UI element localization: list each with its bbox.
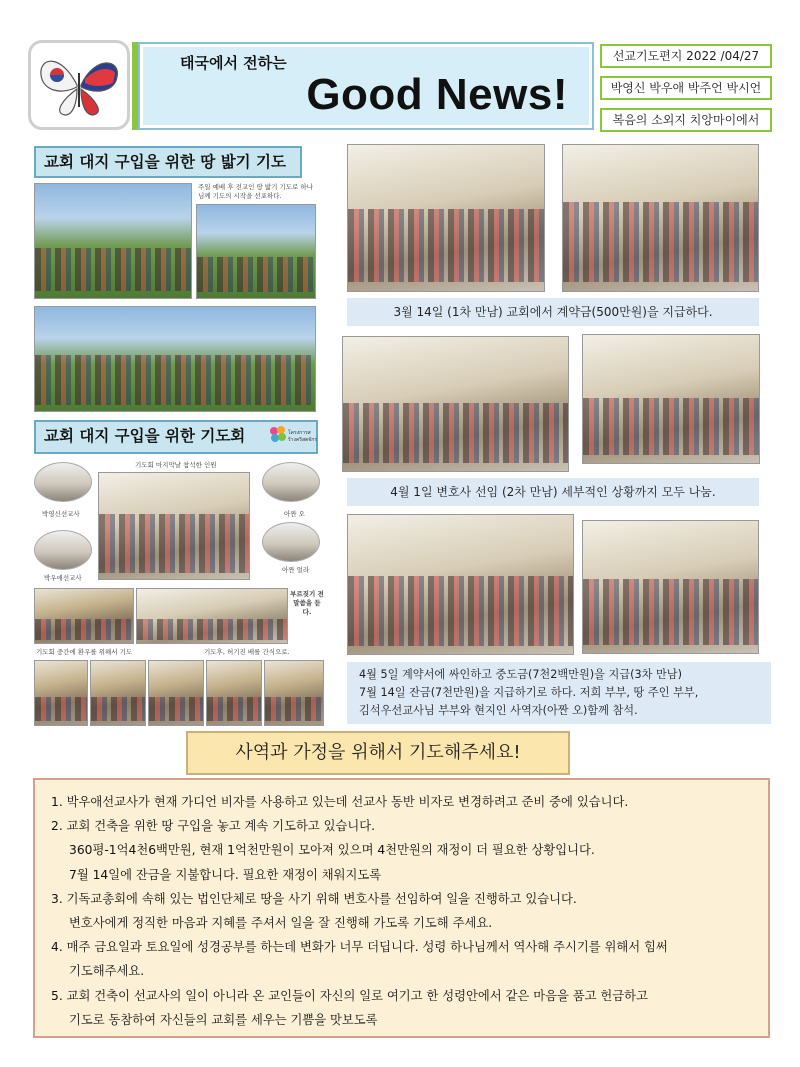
photo-prayer-group bbox=[98, 472, 250, 580]
prayer-item-2: 2. 교회 건축을 위한 땅 구입을 놓고 계속 기도하고 있습니다. bbox=[51, 819, 376, 834]
missionary-names: 박영신 박우애 박주언 박시언 bbox=[600, 76, 772, 100]
label-left-bottom: 박우애선교사 bbox=[44, 574, 82, 582]
prayer-item-3-detail: 변호사에게 정직한 마음과 지혜를 주셔서 일을 잘 진행해 가도록 기도해 주세요. bbox=[69, 916, 493, 931]
prayer-meeting-title: 교회 대지 구입을 위한 기도회 bbox=[44, 427, 246, 445]
logo bbox=[28, 40, 130, 130]
mission-location: 복음의 소외지 치앙마이에서 bbox=[600, 108, 772, 132]
header-title: Good News! bbox=[306, 70, 568, 119]
photo-oval-right-bottom bbox=[262, 522, 320, 562]
label-bottom-left: 기도회 중간에 환우를 위해서 기도 bbox=[36, 648, 133, 656]
caption-third-line-1: 4월 5일 계약서에 싸인하고 중도금(7천2백만원)을 지급(3차 만남) bbox=[359, 668, 682, 681]
section-title-land-walk: 교회 대지 구입을 위한 땅 밟기 기도 bbox=[34, 146, 302, 178]
photo-snack-1 bbox=[148, 660, 204, 726]
photo-lawyer-meeting-2 bbox=[582, 334, 760, 464]
photo-land-walk-1 bbox=[34, 183, 192, 299]
prayer-item-5: 5. 교회 건축이 선교사의 일이 아니라 온 교인들이 자신의 일로 여기고 한 성령안에서 같은 마음을 품고 헌금하고 bbox=[51, 988, 648, 1003]
label-bottom-right: 기도후, 허기진 배를 간식으로. bbox=[204, 648, 290, 656]
caption-second-meeting: 4월 1일 변호사 선임 (2차 만남) 세부적인 상황까지 모두 나눔. bbox=[347, 478, 759, 506]
photo-prayer-meeting-2 bbox=[136, 588, 288, 644]
photo-contract-meeting bbox=[347, 144, 545, 292]
photo-oval-left-bottom bbox=[34, 530, 92, 570]
butterfly-logo-icon bbox=[31, 43, 127, 127]
header-banner bbox=[138, 42, 594, 130]
prayer-request-panel bbox=[33, 778, 770, 1038]
photo-healing-prayer-1 bbox=[34, 660, 88, 726]
prayer-item-4: 4. 매주 금요일과 토요일에 성경공부를 하는데 변화가 너무 더딥니다. 성령 하나님께서 역사해 주시기를 위해서 힘써 bbox=[51, 940, 668, 955]
prayer-banner: 사역과 가정을 위해서 기도해주세요! bbox=[186, 731, 570, 775]
land-walk-caption: 주일 예배 후 전교인 땅 밟기 기도로 하나님께 기도의 시작을 선포하다. bbox=[198, 183, 313, 200]
caption-first-meeting: 3월 14일 (1차 만남) 교회에서 계약금(500만원)을 지급하다. bbox=[347, 298, 759, 326]
letter-date: 선교기도편지 2022 /04/27 bbox=[600, 44, 772, 68]
photo-lawyer-meeting-1 bbox=[342, 336, 569, 472]
photo-contract-group bbox=[562, 144, 759, 292]
label-right-top: 아짠 오 bbox=[284, 510, 305, 518]
prayer-item-5-detail: 기도로 동참하여 자신들의 교회를 세우는 기쁨을 맛보도록 bbox=[69, 1012, 378, 1027]
photo-land-walk-2 bbox=[196, 204, 316, 299]
prayer-item-3: 3. 기독교총회에 속해 있는 법인단체로 땅을 사기 위해 변호사를 선임하여 일을 진행하고 있습니다. bbox=[51, 891, 577, 906]
label-left-top: 박영신선교사 bbox=[42, 510, 80, 518]
photo-land-walk-group bbox=[34, 306, 316, 412]
label-middle-note: 부르짖기 전 말씀을 듣다. bbox=[290, 590, 324, 616]
photo-healing-prayer-2 bbox=[90, 660, 146, 726]
photo-oval-left-top bbox=[34, 462, 92, 502]
photo-signing-meeting-1 bbox=[347, 514, 574, 655]
prayer-item-2-detail-1: 360평-1억4천6백만원, 현재 1억천만원이 모아져 있으며 4천만원의 재정이 더 필요한 상황입니다. bbox=[69, 843, 595, 858]
prayer-item-2-detail-2: 7월 14일에 잔금을 지불합니다. 필요한 재정이 채워지도록 bbox=[69, 867, 382, 882]
prayer-item-1: 1. 박우애선교사가 현재 가디언 비자를 사용하고 있는데 선교사 동반 비자로 변경하려고 준비 중에 있습니다. bbox=[51, 795, 629, 809]
label-right-bottom: 아짠 얼라 bbox=[282, 566, 310, 574]
prayer-item-4-detail: 기도해주세요. bbox=[69, 964, 145, 979]
label-group-photo: 기도회 마지막날 참석한 인원 bbox=[135, 461, 217, 469]
section-title-prayer-meeting bbox=[34, 420, 318, 454]
caption-third-line-2: 7월 14일 잔금(7천만원)을 지급하기로 하다. 저희 부부, 땅 주인 부부, bbox=[359, 686, 699, 699]
church-project-logo bbox=[268, 424, 316, 450]
header-subtitle: 태국에서 전하는 bbox=[180, 54, 287, 72]
photo-oval-right-top bbox=[262, 462, 320, 502]
caption-third-line-3: 김석우선교사님 부부와 현지인 사역자(아짠 오)함께 참석. bbox=[359, 704, 638, 717]
caption-third-meeting bbox=[347, 662, 771, 724]
photo-prayer-meeting-1 bbox=[34, 588, 134, 644]
flower-icon bbox=[268, 424, 288, 448]
photo-snack-2 bbox=[206, 660, 262, 726]
church-project-logo-text: โครงการสร้างคริสตจักร bbox=[288, 430, 317, 443]
photo-snack-3 bbox=[264, 660, 324, 726]
photo-signing-meeting-2 bbox=[582, 520, 759, 654]
